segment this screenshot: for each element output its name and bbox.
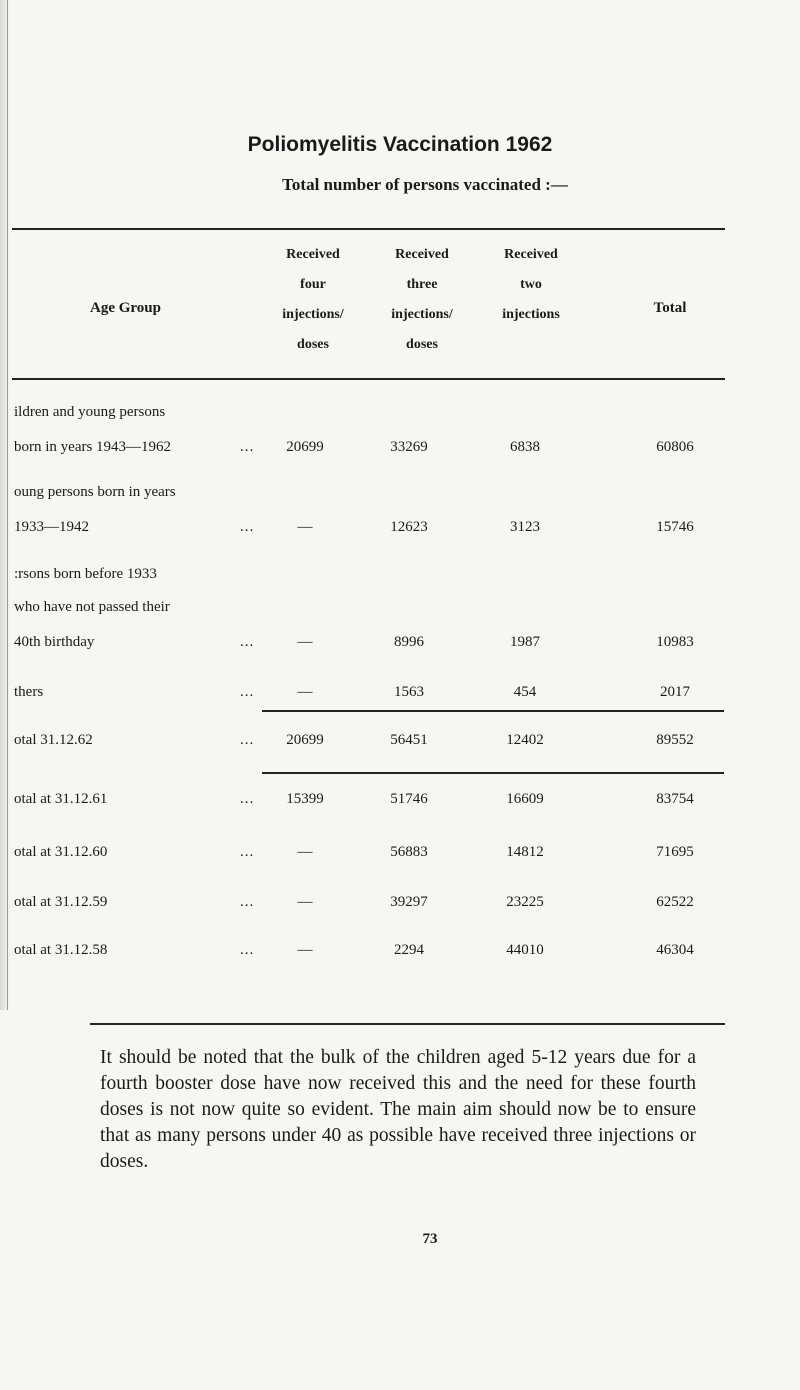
subtotal-rule bbox=[262, 710, 724, 712]
table-top-rule bbox=[12, 228, 725, 230]
header-three-injections: Received three injections/ doses bbox=[391, 247, 453, 352]
header-bottom-rule bbox=[12, 378, 725, 380]
page-number: 73 bbox=[422, 1231, 438, 1247]
header-two-injections: Received two injections bbox=[502, 247, 560, 322]
page-title: Poliomyelitis Vaccination 1962 bbox=[247, 133, 553, 156]
total-rule bbox=[262, 772, 724, 774]
header-four-injections: Received four injections/ doses bbox=[282, 247, 344, 352]
table-bottom-rule bbox=[90, 1023, 725, 1025]
note-paragraph: It should be noted that the bulk of the children aged 5-12 years due for a fourth booster dose have now received this and the need for these fourth doses is not now quite so evident. The main aim should now be to ensure that as many persons under 40 as possible have received three injections or doses. bbox=[100, 1047, 696, 1172]
header-total: Total bbox=[653, 300, 687, 316]
table-subtitle: Total number of persons vaccinated :— bbox=[282, 175, 568, 194]
header-age-group: Age Group bbox=[90, 300, 161, 316]
